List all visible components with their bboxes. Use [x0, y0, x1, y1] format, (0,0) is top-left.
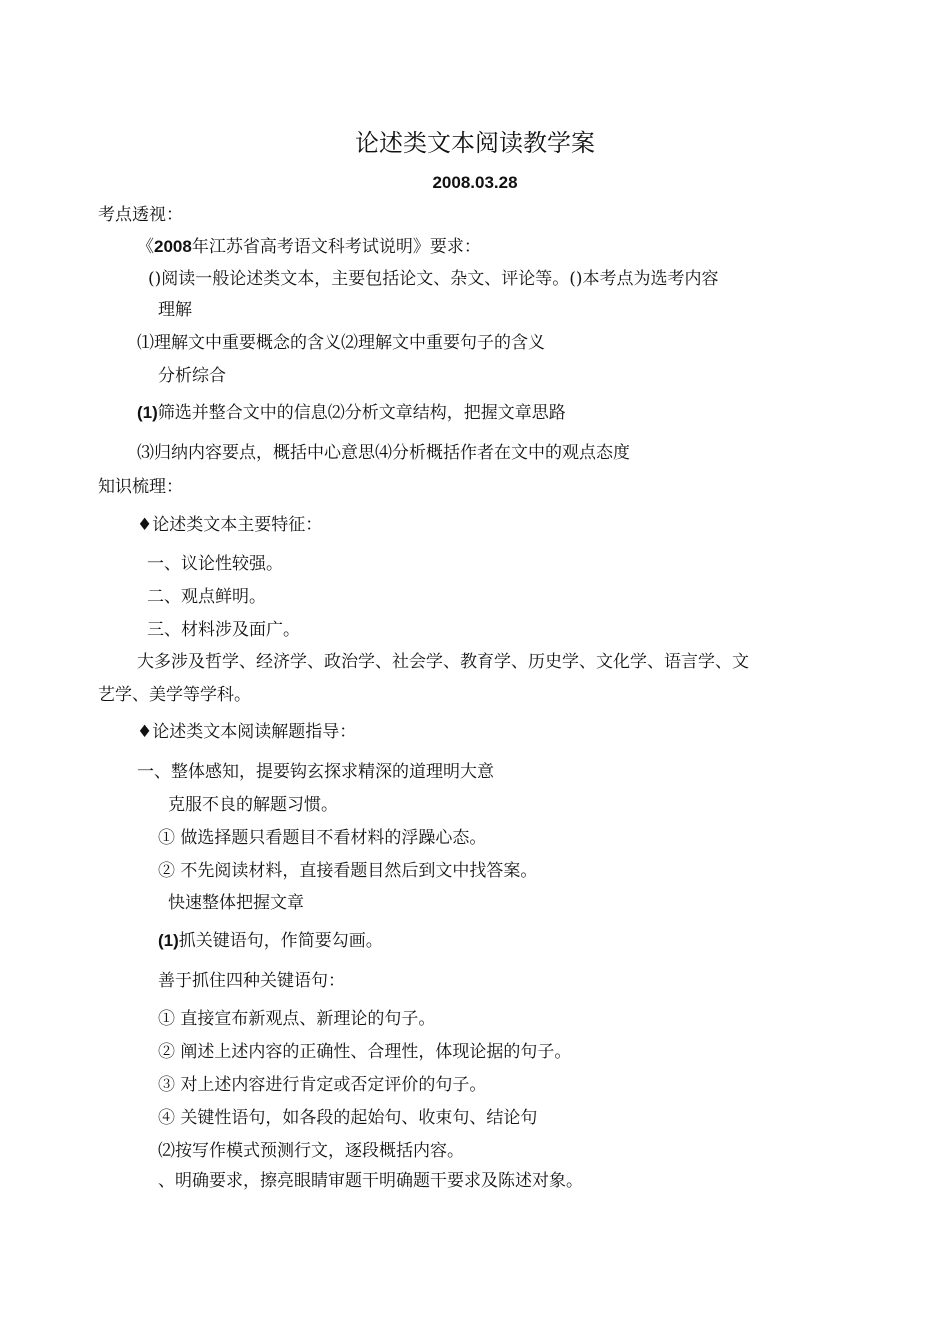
- feature-item-3: 三、材料涉及面广。: [147, 620, 300, 640]
- guide-step-1b-item-1: 抓关键语句，作简要勾画。: [178, 931, 383, 951]
- paragraph-line-1: 大多涉及哲学、经济学、政治学、社会学、教育学、历史学、文化学、语言学、文: [137, 652, 749, 672]
- paragraph-line-2: 艺学、美学等学科。: [98, 685, 251, 705]
- guide-step-1b-item-1-line: [158, 930, 383, 952]
- guide-step-1a-item-2: ② 不先阅读材料，直接看题目然后到文中找答案。: [158, 861, 538, 881]
- key-sentence-2: ② 阐述上述内容的正确性、合理性，体现论据的句子。: [158, 1042, 572, 1062]
- fenxi-items-a: 筛选并整合文中的信息⑵分析文章结构，把握文章思路: [157, 403, 566, 423]
- key-sentence-3: ③ 对上述内容进行肯定或否定评价的句子。: [158, 1075, 487, 1095]
- document-title: 论述类文本阅读教学案: [355, 129, 595, 157]
- fenxi-items-b: ⑶归纳内容要点，概括中心意思⑷分析概括作者在文中的观点态度: [137, 443, 630, 463]
- feature-item-2: 二、观点鲜明。: [147, 587, 266, 607]
- section-heading-kaodian: 考点透视：: [98, 205, 183, 225]
- guide-item-number: (1): [158, 931, 179, 950]
- document-date: 2008.03.28: [432, 173, 518, 192]
- guide-step-1b-item-2: ⑵按写作模式预测行文，逐段概括内容。: [158, 1141, 464, 1161]
- subheading-fenxi: 分析综合: [158, 366, 226, 386]
- guide-step-1a: 克服不良的解题习惯。: [168, 795, 338, 815]
- section-heading-zhishi: 知识梳理：: [98, 477, 183, 497]
- fenxi-items-a-line: [137, 402, 566, 424]
- guide-step-1c: 善于抓住四种关键语句：: [158, 971, 345, 991]
- requirement-year: 2008: [154, 237, 192, 256]
- requirement-text: ()阅读一般论述类文本，主要包括论文、杂文、评论等。()本考点为选考内容: [148, 269, 719, 289]
- requirement-title: 年江苏省高考语文科考试说明》要求：: [191, 237, 481, 257]
- guide-step-1a-item-1: ① 做选择题只看题目不看材料的浮躁心态。: [158, 828, 487, 848]
- requirement-source-line: [137, 236, 481, 258]
- guide-step-1b: 快速整体把握文章: [168, 893, 304, 913]
- key-sentence-4: ④ 关键性语句，如各段的起始句、收束句、结论句: [158, 1108, 538, 1128]
- requirement-open-quote: 《: [137, 237, 154, 257]
- guide-step-1: 一、整体感知，提要钩玄探求精深的道理明大意: [137, 762, 494, 782]
- feature-heading: ♦论述类文本主要特征：: [137, 515, 323, 535]
- fenxi-item-number: (1): [137, 403, 158, 422]
- lijie-items: ⑴理解文中重要概念的含义⑵理解文中重要句子的含义: [137, 333, 545, 353]
- feature-item-1: 一、议论性较强。: [147, 554, 283, 574]
- subheading-lijie: 理解: [158, 300, 192, 320]
- key-sentence-1: ① 直接宣布新观点、新理论的句子。: [158, 1009, 436, 1029]
- guide-heading: ♦论述类文本阅读解题指导：: [137, 722, 357, 742]
- guide-step-2: 、明确要求，擦亮眼睛审题干明确题干要求及陈述对象。: [158, 1171, 583, 1191]
